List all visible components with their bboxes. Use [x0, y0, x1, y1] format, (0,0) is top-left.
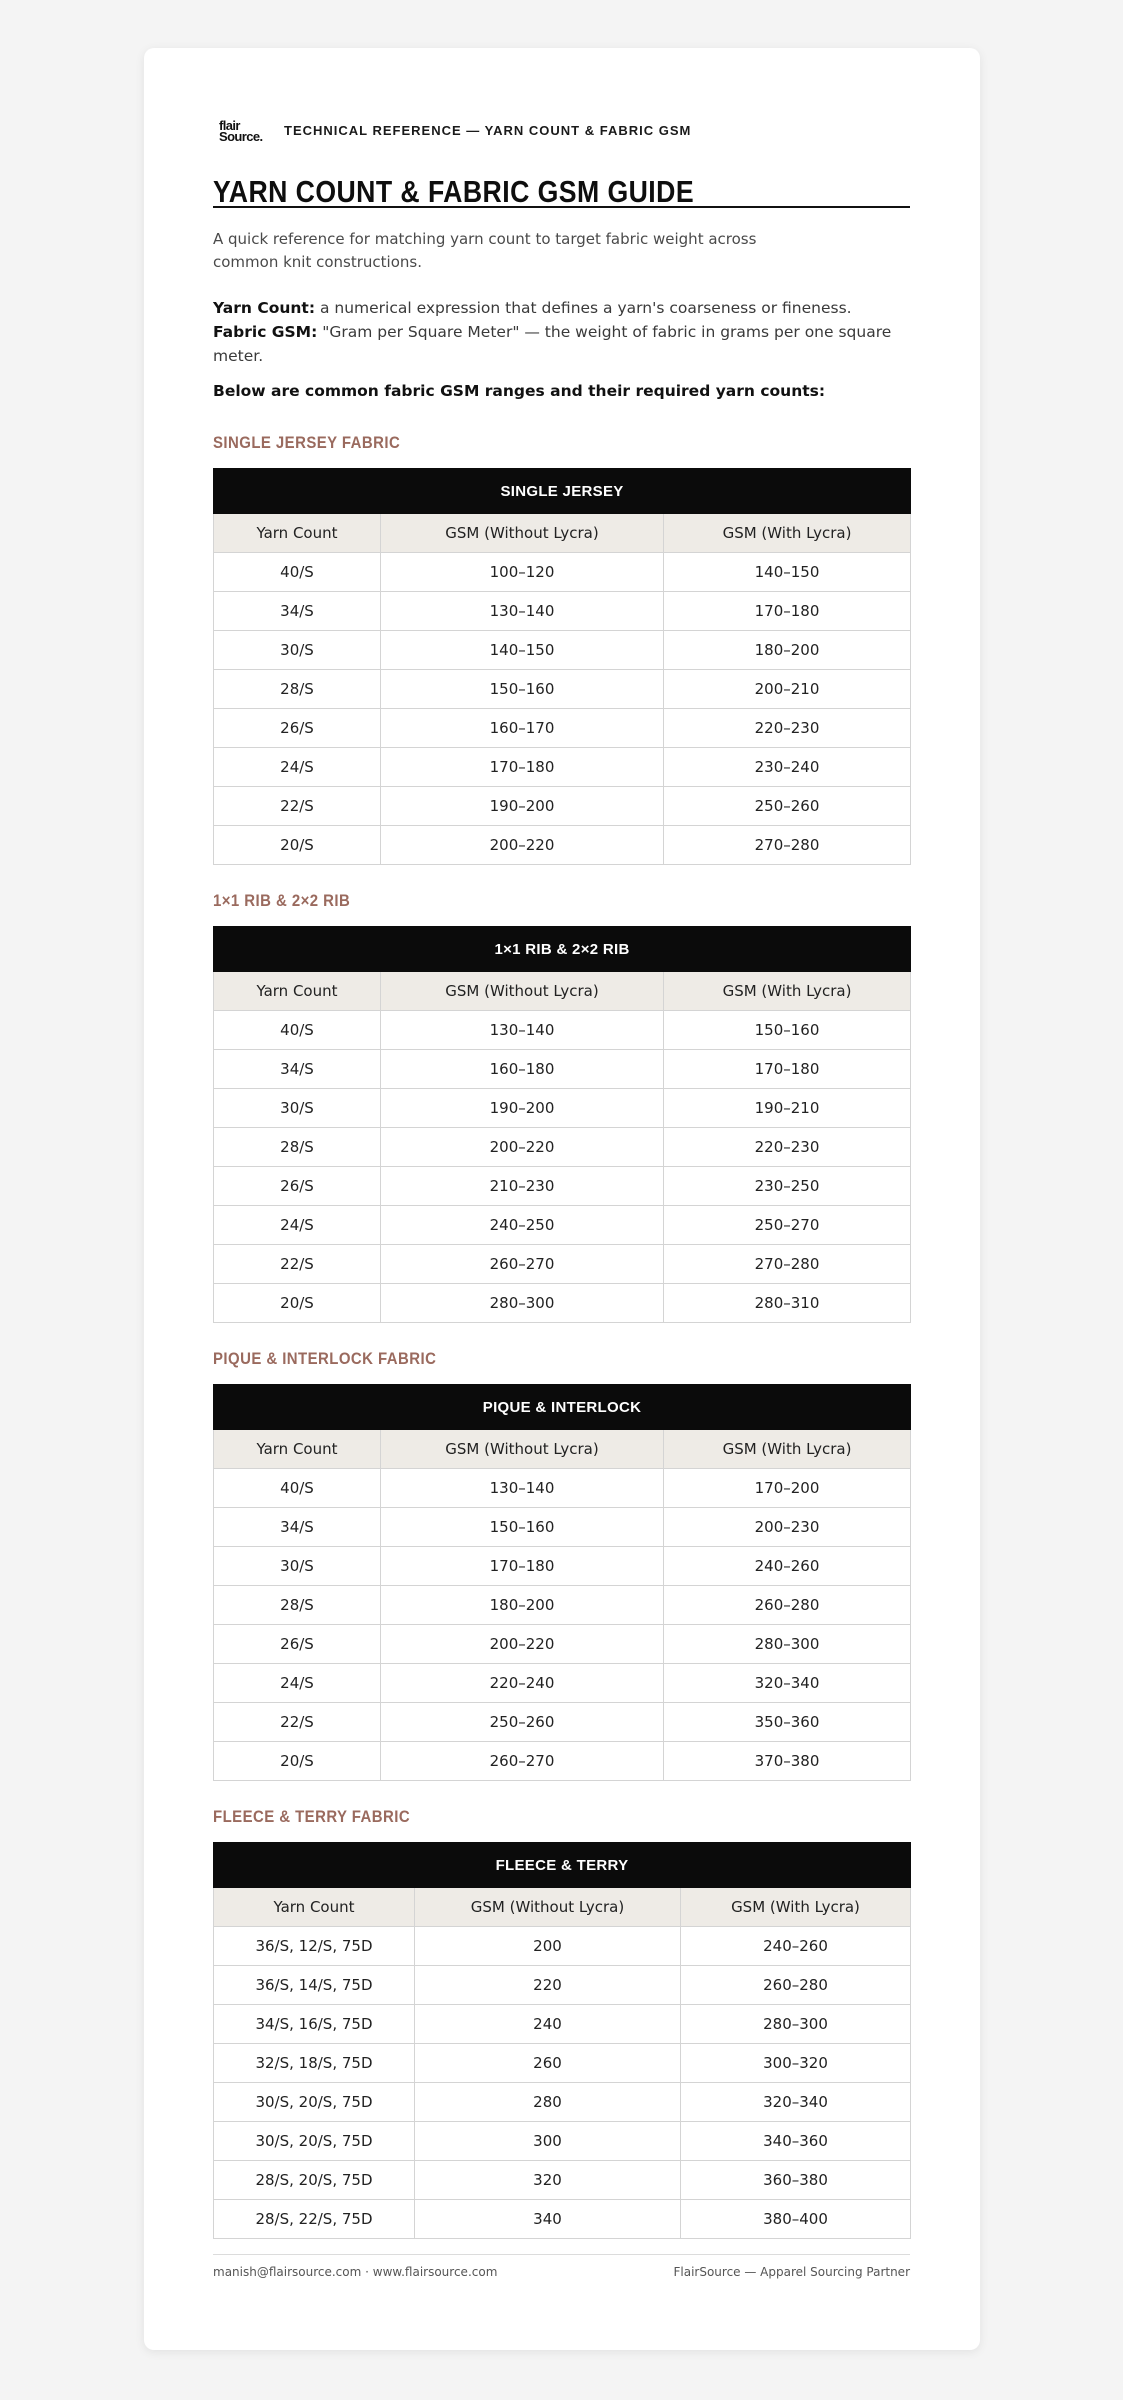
cell-yarn-count: 26/S	[214, 1167, 381, 1206]
cell-gsm-without-lycra: 280	[415, 2083, 681, 2122]
cell-yarn-count: 30/S	[214, 1089, 381, 1128]
cell-gsm-with-lycra: 300–320	[681, 2044, 911, 2083]
cell-yarn-count: 22/S	[214, 787, 381, 826]
table-row	[214, 1245, 911, 1284]
column-header-yarn-count: Yarn Count	[214, 972, 381, 1011]
cell-gsm-with-lycra: 280–300	[681, 2005, 911, 2044]
table-row	[214, 1742, 911, 1781]
cell-gsm-with-lycra: 150–160	[664, 1011, 911, 1050]
cell-gsm-with-lycra: 270–280	[664, 826, 911, 865]
cell-yarn-count: 36/S, 14/S, 75D	[214, 1966, 415, 2005]
cell-gsm-with-lycra: 380–400	[681, 2200, 911, 2239]
cell-yarn-count: 26/S	[214, 709, 381, 748]
cell-gsm-without-lycra: 130–140	[381, 1469, 664, 1508]
table-row	[214, 2044, 911, 2083]
table-banner: 1×1 RIB & 2×2 RIB	[214, 927, 911, 972]
column-header-gsm-without-lycra: GSM (Without Lycra)	[415, 1888, 681, 1927]
cell-gsm-with-lycra: 340–360	[681, 2122, 911, 2161]
cell-gsm-with-lycra: 170–180	[664, 1050, 911, 1089]
section-heading-pique-interlock: PIQUE & INTERLOCK FABRIC	[213, 1349, 437, 1368]
intro-text: A quick reference for matching yarn count to target fabric weight across common knit constructions.	[213, 230, 757, 271]
table-rib	[213, 926, 911, 1323]
cell-gsm-with-lycra: 230–250	[664, 1167, 911, 1206]
cell-gsm-with-lycra: 250–270	[664, 1206, 911, 1245]
table-row	[214, 1927, 911, 1966]
table-row	[214, 631, 911, 670]
cell-gsm-with-lycra: 220–230	[664, 709, 911, 748]
column-header-gsm-with-lycra: GSM (With Lycra)	[664, 1430, 911, 1469]
cell-gsm-with-lycra: 180–200	[664, 631, 911, 670]
column-header-gsm-without-lycra: GSM (Without Lycra)	[381, 972, 664, 1011]
cell-yarn-count: 40/S	[214, 553, 381, 592]
header-label: TECHNICAL REFERENCE — YARN COUNT & FABRIC GSM	[284, 123, 692, 138]
cell-gsm-without-lycra: 100–120	[381, 553, 664, 592]
cell-gsm-without-lycra: 200–220	[381, 1625, 664, 1664]
cell-yarn-count: 34/S	[214, 1508, 381, 1547]
cell-yarn-count: 22/S	[214, 1703, 381, 1742]
column-header-gsm-with-lycra: GSM (With Lycra)	[664, 514, 911, 553]
column-header-gsm-without-lycra: GSM (Without Lycra)	[381, 514, 664, 553]
cell-gsm-with-lycra: 170–200	[664, 1469, 911, 1508]
column-header-yarn-count: Yarn Count	[214, 514, 381, 553]
table-row	[214, 826, 911, 865]
logo-line-1: flair	[219, 118, 240, 133]
cell-yarn-count: 30/S, 20/S, 75D	[214, 2122, 415, 2161]
cell-gsm-without-lycra: 190–200	[381, 1089, 664, 1128]
cell-gsm-without-lycra: 220	[415, 1966, 681, 2005]
cell-yarn-count: 28/S	[214, 1128, 381, 1167]
cell-gsm-without-lycra: 320	[415, 2161, 681, 2200]
definitions	[213, 296, 910, 368]
section-heading-fleece-terry: FLEECE & TERRY FABRIC	[213, 1807, 411, 1826]
table-row	[214, 1664, 911, 1703]
table-pique-interlock	[213, 1384, 911, 1781]
table-row	[214, 1089, 911, 1128]
cell-gsm-without-lycra: 200–220	[381, 826, 664, 865]
cell-yarn-count: 36/S, 12/S, 75D	[214, 1927, 415, 1966]
cell-gsm-with-lycra: 320–340	[664, 1664, 911, 1703]
cell-gsm-with-lycra: 220–230	[664, 1128, 911, 1167]
fabric-gsm-term: Fabric GSM:	[213, 323, 318, 341]
cell-gsm-with-lycra: 230–240	[664, 748, 911, 787]
cell-gsm-with-lycra: 190–210	[664, 1089, 911, 1128]
cell-gsm-without-lycra: 150–160	[381, 1508, 664, 1547]
table-row	[214, 787, 911, 826]
cell-gsm-without-lycra: 160–180	[381, 1050, 664, 1089]
cell-gsm-without-lycra: 260–270	[381, 1742, 664, 1781]
column-header-gsm-without-lycra: GSM (Without Lycra)	[381, 1430, 664, 1469]
cell-yarn-count: 20/S	[214, 826, 381, 865]
cell-gsm-without-lycra: 140–150	[381, 631, 664, 670]
cell-yarn-count: 26/S	[214, 1625, 381, 1664]
cell-yarn-count: 28/S, 22/S, 75D	[214, 2200, 415, 2239]
table-row	[214, 1206, 911, 1245]
cell-yarn-count: 22/S	[214, 1245, 381, 1284]
lead-text: Below are common fabric GSM ranges and their required yarn counts:	[213, 382, 826, 400]
cell-gsm-with-lycra: 250–260	[664, 787, 911, 826]
table-row	[214, 1625, 911, 1664]
table-row	[214, 1966, 911, 2005]
cell-gsm-without-lycra: 220–240	[381, 1664, 664, 1703]
cell-gsm-with-lycra: 270–280	[664, 1245, 911, 1284]
cell-gsm-without-lycra: 210–230	[381, 1167, 664, 1206]
cell-yarn-count: 28/S, 20/S, 75D	[214, 2161, 415, 2200]
cell-yarn-count: 28/S	[214, 670, 381, 709]
table-banner: PIQUE & INTERLOCK	[214, 1385, 911, 1430]
cell-gsm-with-lycra: 240–260	[681, 1927, 911, 1966]
table-row	[214, 2083, 911, 2122]
cell-yarn-count: 30/S, 20/S, 75D	[214, 2083, 415, 2122]
cell-gsm-with-lycra: 200–230	[664, 1508, 911, 1547]
document-footer	[213, 2254, 910, 2279]
cell-yarn-count: 24/S	[214, 1206, 381, 1245]
table-row	[214, 2161, 911, 2200]
table-row	[214, 709, 911, 748]
document-card	[144, 48, 980, 2350]
yarn-count-text: a numerical expression that defines a yarn's coarseness or fineness.	[315, 299, 852, 317]
cell-gsm-without-lycra: 260–270	[381, 1245, 664, 1284]
cell-gsm-with-lycra: 260–280	[664, 1586, 911, 1625]
section-heading-rib: 1×1 RIB & 2×2 RIB	[213, 891, 351, 910]
cell-gsm-without-lycra: 200–220	[381, 1128, 664, 1167]
yarn-count-term: Yarn Count:	[213, 299, 316, 317]
table-row	[214, 1167, 911, 1206]
table-row	[214, 1469, 911, 1508]
cell-gsm-without-lycra: 170–180	[381, 1547, 664, 1586]
cell-gsm-without-lycra: 180–200	[381, 1586, 664, 1625]
footer-contact: manish@flairsource.com · www.flairsource.com	[213, 2265, 498, 2279]
table-row	[214, 1703, 911, 1742]
table-row	[214, 1050, 911, 1089]
table-single-jersey	[213, 468, 911, 865]
cell-gsm-without-lycra: 280–300	[381, 1284, 664, 1323]
table-row	[214, 1547, 911, 1586]
table-row	[214, 1586, 911, 1625]
table-row	[214, 1128, 911, 1167]
cell-yarn-count: 20/S	[214, 1284, 381, 1323]
table-row	[214, 1284, 911, 1323]
cell-yarn-count: 24/S	[214, 748, 381, 787]
table-row	[214, 1508, 911, 1547]
cell-yarn-count: 28/S	[214, 1586, 381, 1625]
cell-gsm-without-lycra: 260	[415, 2044, 681, 2083]
fabric-gsm-text: "Gram per Square Meter" — the weight of fabric in grams per one square meter.	[213, 323, 892, 365]
table-banner: SINGLE JERSEY	[214, 469, 911, 514]
column-header-gsm-with-lycra: GSM (With Lycra)	[664, 972, 911, 1011]
column-header-yarn-count: Yarn Count	[214, 1430, 381, 1469]
cell-gsm-with-lycra: 170–180	[664, 592, 911, 631]
cell-yarn-count: 20/S	[214, 1742, 381, 1781]
fabric-gsm-definition	[213, 320, 910, 368]
cell-gsm-with-lycra: 320–340	[681, 2083, 911, 2122]
table-row	[214, 553, 911, 592]
cell-gsm-with-lycra: 140–150	[664, 553, 911, 592]
cell-yarn-count: 40/S	[214, 1011, 381, 1050]
table-row	[214, 748, 911, 787]
cell-gsm-without-lycra: 170–180	[381, 748, 664, 787]
cell-gsm-without-lycra: 130–140	[381, 1011, 664, 1050]
cell-gsm-with-lycra: 280–300	[664, 1625, 911, 1664]
table-fleece-terry	[213, 1842, 911, 2239]
cell-gsm-with-lycra: 280–310	[664, 1284, 911, 1323]
yarn-count-definition	[213, 296, 910, 320]
cell-gsm-without-lycra: 250–260	[381, 1703, 664, 1742]
cell-gsm-without-lycra: 300	[415, 2122, 681, 2161]
cell-gsm-without-lycra: 240	[415, 2005, 681, 2044]
cell-gsm-with-lycra: 200–210	[664, 670, 911, 709]
page-title: YARN COUNT & FABRIC GSM GUIDE	[213, 174, 695, 209]
column-header-yarn-count: Yarn Count	[214, 1888, 415, 1927]
cell-gsm-without-lycra: 340	[415, 2200, 681, 2239]
flairsource-logo	[219, 120, 271, 144]
cell-gsm-with-lycra: 240–260	[664, 1547, 911, 1586]
cell-yarn-count: 30/S	[214, 1547, 381, 1586]
cell-gsm-without-lycra: 190–200	[381, 787, 664, 826]
cell-yarn-count: 32/S, 18/S, 75D	[214, 2044, 415, 2083]
table-row	[214, 2200, 911, 2239]
cell-yarn-count: 24/S	[214, 1664, 381, 1703]
table-row	[214, 592, 911, 631]
cell-yarn-count: 34/S	[214, 592, 381, 631]
cell-yarn-count: 34/S, 16/S, 75D	[214, 2005, 415, 2044]
cell-yarn-count: 34/S	[214, 1050, 381, 1089]
cell-yarn-count: 40/S	[214, 1469, 381, 1508]
cell-gsm-with-lycra: 260–280	[681, 1966, 911, 2005]
table-row	[214, 1011, 911, 1050]
logo-line-2: Source.	[219, 129, 263, 144]
section-heading-single-jersey: SINGLE JERSEY FABRIC	[213, 433, 401, 452]
cell-gsm-with-lycra: 360–380	[681, 2161, 911, 2200]
cell-gsm-without-lycra: 240–250	[381, 1206, 664, 1245]
footer-tagline: FlairSource — Apparel Sourcing Partner	[673, 2265, 910, 2279]
cell-yarn-count: 30/S	[214, 631, 381, 670]
cell-gsm-without-lycra: 200	[415, 1927, 681, 1966]
table-row	[214, 2005, 911, 2044]
column-header-gsm-with-lycra: GSM (With Lycra)	[681, 1888, 911, 1927]
table-banner: FLEECE & TERRY	[214, 1843, 911, 1888]
cell-gsm-with-lycra: 350–360	[664, 1703, 911, 1742]
cell-gsm-without-lycra: 160–170	[381, 709, 664, 748]
table-row	[214, 670, 911, 709]
cell-gsm-without-lycra: 130–140	[381, 592, 664, 631]
table-row	[214, 2122, 911, 2161]
cell-gsm-with-lycra: 370–380	[664, 1742, 911, 1781]
cell-gsm-without-lycra: 150–160	[381, 670, 664, 709]
